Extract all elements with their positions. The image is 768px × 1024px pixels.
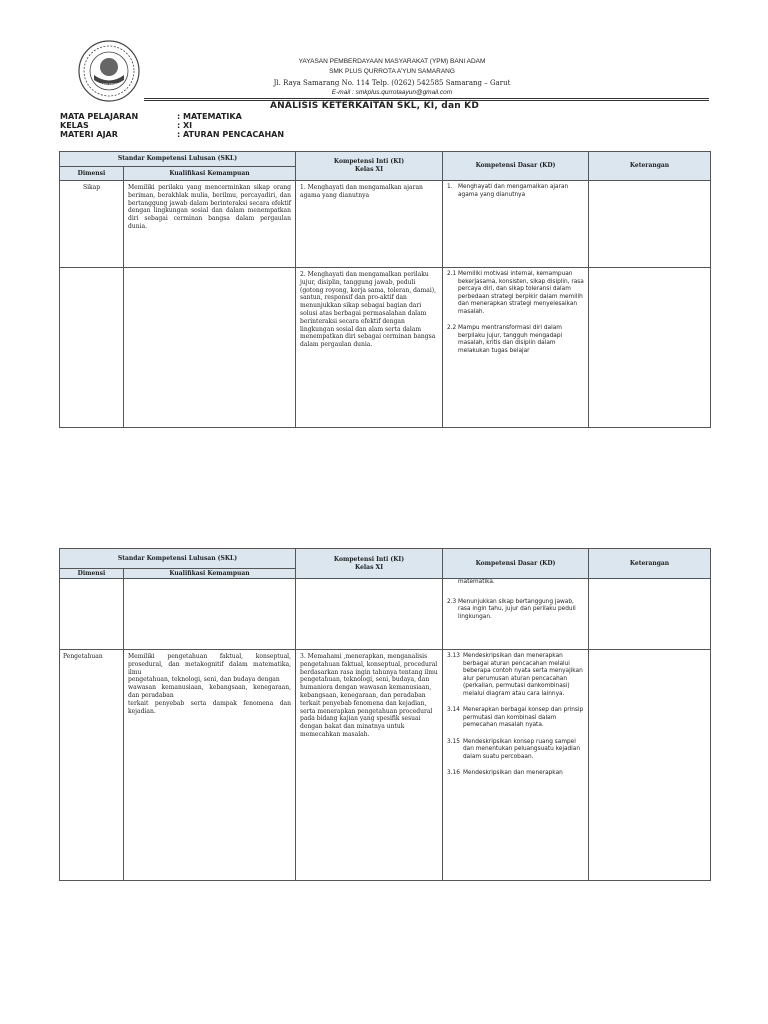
keterangan-cell: [589, 650, 711, 881]
kualifikasi-cell: [124, 268, 296, 428]
ki-cell: [296, 579, 443, 650]
keterangan-cell: [589, 579, 711, 650]
skl-header: Standar Kompetensi Lulusan (SKL): [60, 152, 296, 167]
keterangan-header: Keterangan: [589, 152, 711, 181]
kualifikasi-cell: Memiliki perilaku yang mencerminkan sikap orang beriman, berakhlak mulia, berilmu, percayadiri, dan bertanggung jawab dalam berinteraksi secara efektif dengan lingkungan sosial dan dalam menempatkan diri sebagai cerminan bangsa dalam pergaulan dunia.: [124, 181, 296, 268]
school-logo: [78, 40, 140, 102]
dimensi-cell: [60, 579, 124, 650]
kd-header: Kompetensi Dasar (KD): [443, 549, 589, 579]
ki-header: Kompetensi Inti (KI) Kelas XI: [296, 152, 443, 181]
analysis-table-page-2: [59, 548, 711, 881]
meta-material: MATERI AJAR : ATURAN PENCACAHAN: [60, 130, 285, 139]
kd-item: 3.13 Mendeskripsikan dan menerapkan berbagai aturan pencacahan melalui beberapa contoh nyata serta menyajikan alur perumusan aturan pencacahan (perkalian, permutasi dankombinasi) melalui diagram atau cara lainnya.: [447, 653, 583, 697]
analysis-table-page-1: [59, 151, 711, 428]
keterangan-cell: [589, 181, 711, 268]
dimensi-cell: [60, 268, 124, 428]
ki-cell: 3. Memahami ,menerapkan, menganalisis pengetahuan faktual, konseptual, procedural berdasarkan rasa ingin tahunya tentang ilmu pengetahuan, teknologi, seni, budaya, dan humaniora dengan wawasan kemanusiaan, kebangsaan, kenegaraan, dan peradaban terkait penyebab fenomena dan kejadian, serta menerapkan pengetahuan procedural pada bidang kajian yang spesifik sesuai dengan bakat dan minatnya untuk memecahkan masalah.: [296, 650, 443, 881]
dimensi-cell: Pengetahuan: [60, 650, 124, 881]
dimensi-cell: Sikap: [60, 181, 124, 268]
kd-item: 2.3 Menunjukkan sikap bertanggung jawab, rasa ingin tahu, jujur dan perilaku peduli lingkungan.: [447, 598, 576, 620]
dimensi-header: Dimensi: [60, 569, 124, 579]
svg-text:BANI ADAM: BANI ADAM: [100, 82, 118, 86]
kd-cell: 1. Menghayati dan mengamalkan ajaran agama yang dianutnya: [443, 181, 589, 268]
header-divider: [144, 98, 709, 99]
keterangan-cell: [589, 268, 711, 428]
kualifikasi-header: Kualifikasi Kemampuan: [124, 569, 296, 579]
kd-cell: [443, 268, 589, 428]
ki-cell: 1. Menghayati dan mengamalkan ajaran agama yang dianutnya: [296, 181, 443, 268]
kualifikasi-cell: [124, 579, 296, 650]
kd-cell: [443, 650, 589, 881]
skl-header: Standar Kompetensi Lulusan (SKL): [60, 549, 296, 569]
ki-header: Kompetensi Inti (KI) Kelas XI: [296, 549, 443, 579]
kd-item: 3.14 Menerapkan berbagai konsep dan prinsip permutasi dan kombinasi dalam pemecahan masalah nyata.: [447, 707, 584, 729]
school-address: Jl. Raya Samarang No. 114 Telp. (0262) 542585 Samarang – Garut: [273, 79, 511, 87]
kualifikasi-cell: Memiliki pengetahuan faktual, konseptual, prosedural, dan metakognitif dalam matematika, ilmu pengetahuan, teknologi, seni, dan budaya dengan wawasan kemanusiaan, kebangsaan, kenegaraan, dan peradaban terkait penyebab serta dampak fenomena dan kejadian.: [124, 650, 296, 881]
kd-header: Kompetensi Dasar (KD): [443, 152, 589, 181]
kd-item: 2.1 Memiliki motivasi internal, kemampuan bekerjasama, konsisten, sikap disiplin, rasa percaya diri, dan sikap toleransi dalam perbedaan strategi berpikir dalam memilih dan menerapkan strategi menyelesaikan masalah.: [447, 271, 584, 315]
document-title: ANALISIS KETERKAITAN SKL, KI, dan KD: [270, 101, 480, 111]
meta-class: KELAS : XI: [60, 121, 193, 130]
ki-cell: 2. Menghayati dan mengamalkan perilaku jujur, disiplin, tanggung jawab, peduli (gotong royong, kerja sama, toleran, damai), santun, responsif dan pro-aktif dan menunjukkan sikap sebagai bagian dari solusi atas berbagai permasalahan dalam berinteraksi secara efektif dengan lingkungan sosial dan alam serta dalam menempatkan diri sebagai cerminan bangsa dalam pergaulan dunia.: [296, 268, 443, 428]
school-email: E-mail : smkplus.qurrotaayun@gmail.com: [331, 89, 453, 96]
kd-cell: matematika. 2.3 Menunjukkan sikap bertanggung jawab, rasa ingin tahu, jujur dan perilaku peduli lingkungan.: [443, 579, 589, 650]
kualifikasi-header: Kualifikasi Kemampuan: [124, 167, 296, 181]
kd-item: 3.16 Mendeskripsikan dan menerapkan: [447, 770, 563, 777]
foundation-name: YAYASAN PEMBERDAYAAN MASYARAKAT (YPM) BANI ADAM: [298, 58, 486, 65]
school-name: SMK PLUS QURROTA A’YUN SAMARANG: [329, 68, 455, 75]
dimensi-header: Dimensi: [60, 167, 124, 181]
kd-item: 3.15 Mendeskripsikan konsep ruang sampel dan menentukan peluangsuatu kejadian dalam suatu percobaan.: [447, 738, 581, 760]
kd-item: 2.2 Mampu mentransformasi diri dalam berpilaku jujur, tangguh mengadapi masalah, kritis dan disiplin dalam melakukan tugas belajar: [447, 325, 563, 354]
meta-subject: MATA PELAJARAN : MATEMATIKA: [60, 112, 242, 121]
keterangan-header: Keterangan: [589, 549, 711, 579]
